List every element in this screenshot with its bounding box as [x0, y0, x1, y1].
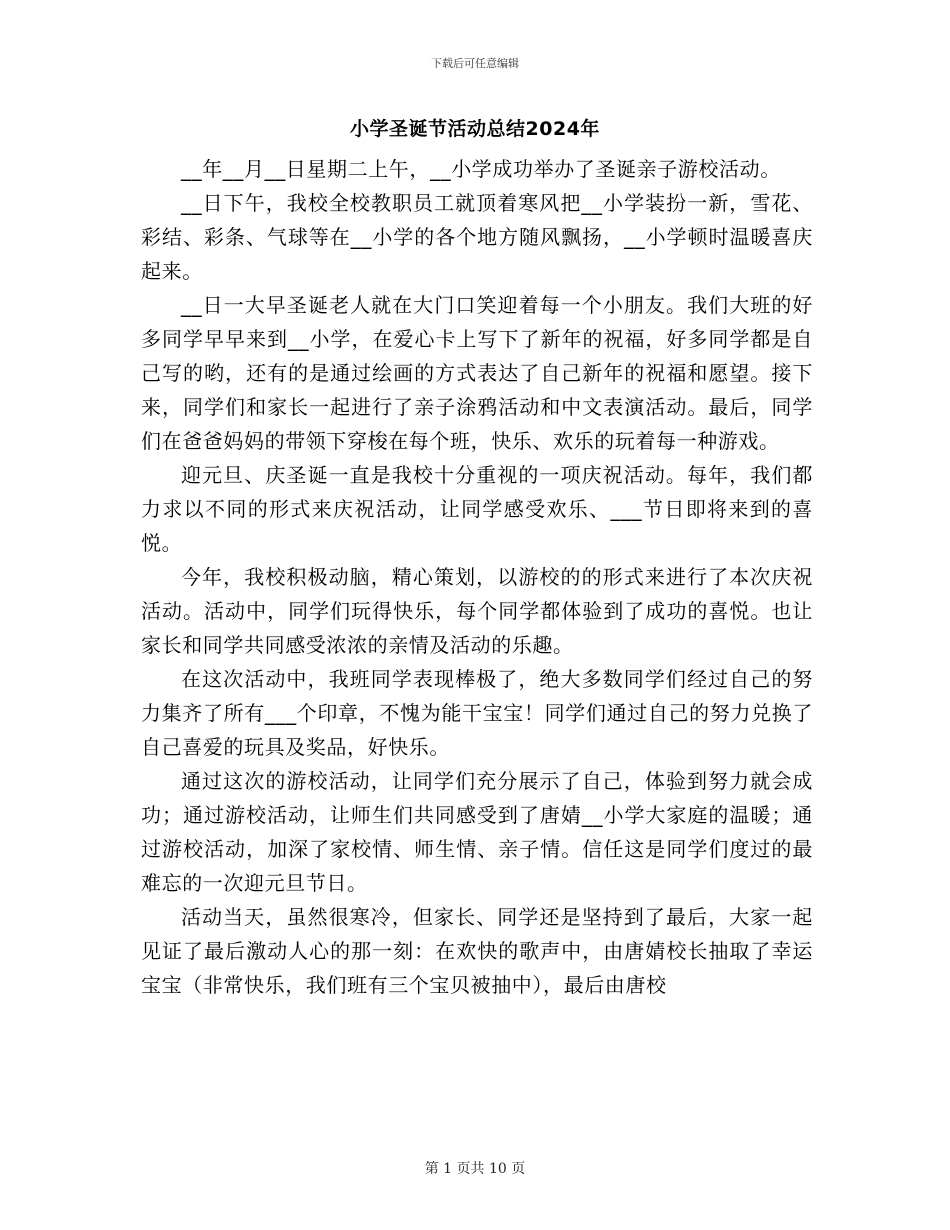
paragraph-5: 今年，我校积极动脑，精心策划，以游校的的形式来进行了本次庆祝活动。活动中，同学们玩得快乐，每个同学都体验到了成功的喜悦。也让家长和同学共同感受浓浓的亲情及活动的乐趣。: [141, 565, 813, 657]
paragraph-3: __日一大早圣诞老人就在大门口笑迎着每一个小朋友。我们大班的好多同学早早来到__小学，在爱心卡上写下了新年的祝福，好多同学都是自己写的哟，还有的是通过绘画的方式表达了自己新年的祝福和愿望。接下来，同学们和家长一起进行了亲子涂鸦活动和中文表演活动。最后，同学们在爸爸妈妈的带领下穿梭在每个班，快乐、欢乐的玩着每一种游戏。: [141, 293, 813, 453]
document-title: 小学圣诞节活动总结2024年: [350, 118, 600, 140]
paragraph-2: __日下午，我校全校教职员工就顶着寒风把__小学装扮一新，雪花、彩结、彩条、气球等在__小学的各个地方随风飘扬，__小学顿时温暖喜庆起来。: [141, 191, 813, 283]
document-body: [141, 152, 813, 1002]
paragraph-6: 在这次活动中，我班同学表现棒极了，绝大多数同学们经过自己的努力集齐了所有___个印章，不愧为能干宝宝！同学们通过自己的努力兑换了自己喜爱的玩具及奖品，好快乐。: [141, 667, 813, 759]
paragraph-8: 活动当天，虽然很寒冷，但家长、同学还是坚持到了最后，大家一起见证了最后激动人心的那一刻：在欢快的歌声中，由唐婧校长抽取了幸运宝宝（非常快乐，我们班有三个宝贝被抽中），最后由唐校: [141, 905, 813, 997]
page-number: 第 1 页共 10 页: [424, 1161, 526, 1177]
paragraph-7: 通过这次的游校活动，让同学们充分展示了自己，体验到努力就会成功；通过游校活动，让师生们共同感受到了唐婧__小学大家庭的温暖；通过游校活动，加深了家校情、师生情、亲子情。信任这是同学们度过的最难忘的一次迎元旦节日。: [141, 769, 813, 895]
paragraph-1: __年__月__日星期二上午，__小学成功举办了圣诞亲子游校活动。: [181, 157, 781, 181]
paragraph-4: 迎元旦、庆圣诞一直是我校十分重视的一项庆祝活动。每年，我们都力求以不同的形式来庆祝活动，让同学感受欢乐、___节日即将来到的喜悦。: [141, 463, 813, 555]
header-note: 下载后可任意编辑: [431, 57, 519, 70]
